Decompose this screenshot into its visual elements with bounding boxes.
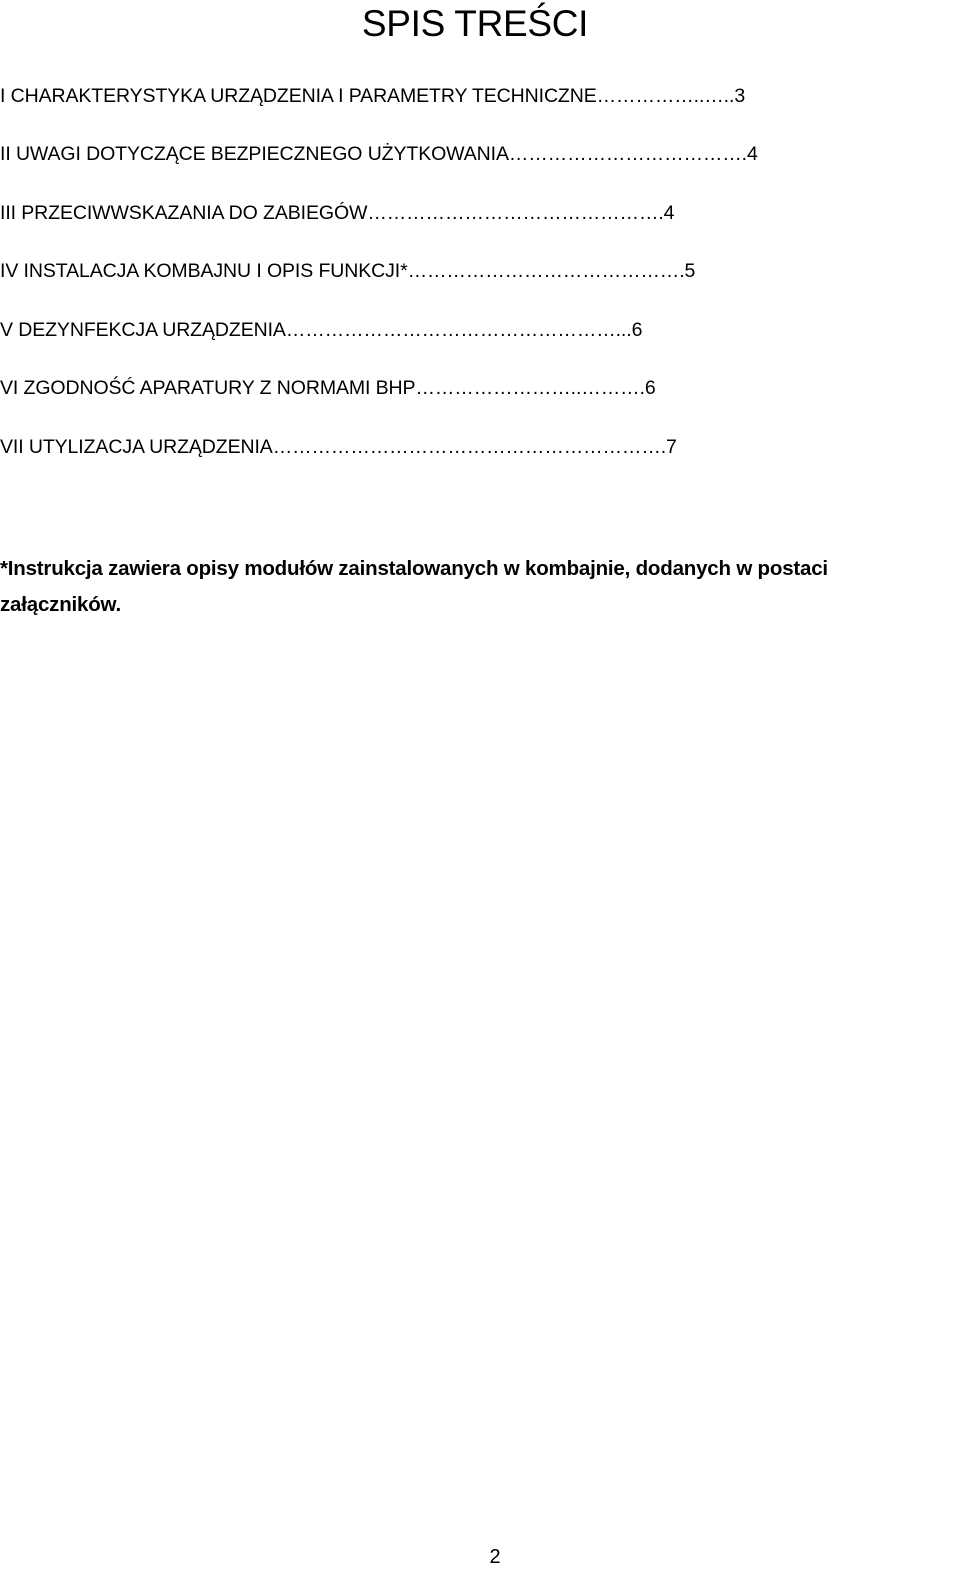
toc-entry bbox=[0, 259, 695, 283]
toc-entry bbox=[0, 142, 758, 166]
toc-entry-leader: ……………………………………. bbox=[407, 260, 685, 282]
toc-entry-page: 4 bbox=[747, 143, 758, 165]
toc-entry-label: VII UTYLIZACJA URZĄDZENIA bbox=[0, 436, 273, 458]
page-title: SPIS TREŚCI bbox=[361, 3, 589, 44]
toc-entry-label: III PRZECIWWSKAZANIA DO ZABIEGÓW bbox=[0, 202, 368, 224]
toc-entry-leader: ………………………………. bbox=[508, 143, 747, 165]
toc-entry-label: IV INSTALACJA KOMBAJNU I OPIS FUNKCJI* bbox=[0, 260, 408, 282]
toc-entry-leader: ……………………………………………………. bbox=[272, 436, 667, 458]
toc-entry-page: 6 bbox=[631, 319, 643, 341]
toc-entry-label: I CHARAKTERYSTYKA URZĄDZENIA I PARAMETRY TECHNICZNE bbox=[0, 85, 597, 107]
toc-entry-label: VI ZGODNOŚĆ APARATURY Z NORMAMI BHP bbox=[0, 377, 416, 399]
page-number: 2 bbox=[489, 1546, 501, 1568]
toc-entry-leader: ……………………………………………... bbox=[285, 319, 632, 341]
toc-entry bbox=[0, 84, 745, 108]
toc-entry-label: II UWAGI DOTYCZĄCE BEZPIECZNEGO UŻYTKOWANIA bbox=[0, 143, 509, 165]
toc-entry bbox=[0, 318, 642, 342]
toc-entry-page: 4 bbox=[663, 202, 675, 224]
toc-entry-leader: ……………………..………. bbox=[415, 377, 645, 399]
toc-entry-leader: ………………………………………. bbox=[367, 202, 664, 224]
toc-entry-page: 3 bbox=[734, 85, 746, 107]
toc-entry-leader: ……………..….. bbox=[596, 85, 735, 107]
toc-entry-label: V DEZYNFEKCJA URZĄDZENIA bbox=[0, 319, 286, 341]
toc-entry-page: 6 bbox=[644, 377, 656, 399]
toc-entry bbox=[0, 435, 677, 459]
footnote: *Instrukcja zawiera opisy modułów zainstalowanych w kombajnie, dodanych w postaci załączników. bbox=[0, 557, 828, 616]
toc-entry bbox=[0, 201, 674, 225]
toc-entry bbox=[0, 376, 656, 400]
toc-entry-page: 7 bbox=[666, 436, 677, 458]
toc-entry-page: 5 bbox=[684, 260, 696, 282]
